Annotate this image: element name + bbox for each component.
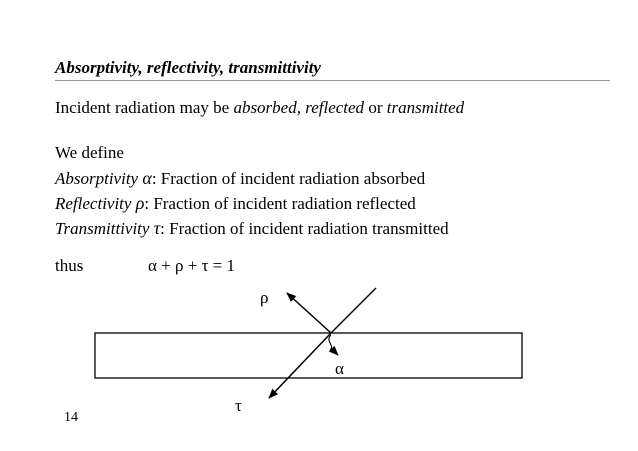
intro-prefix: Incident radiation may be (55, 98, 234, 117)
tau-label: τ (235, 396, 242, 415)
thus-label: thus (55, 256, 84, 275)
reflected-ray (287, 293, 331, 333)
tau-symbol: τ (153, 218, 161, 238)
page-number: 14 (64, 410, 78, 425)
definition-text: : Fraction of incident radiation reflected (144, 194, 416, 213)
intro-transmitted: transmitted (386, 98, 465, 117)
incident-ray (331, 288, 376, 333)
alpha-symbol: α (142, 168, 152, 188)
rho-symbol: ρ (135, 193, 145, 213)
definition-text: : Fraction of incident radiation absorbed (151, 169, 426, 188)
definition-text: : Fraction of incident radiation transmitted (160, 219, 449, 238)
definition-term: Absorptivity (55, 169, 143, 188)
slab-rectangle (95, 333, 522, 378)
alpha-label: α (335, 359, 344, 378)
slide-title: Absorptivity, reflectivity, transmittivity (55, 58, 321, 77)
absorbed-squiggle-arrow (329, 335, 338, 355)
rho-label: ρ (260, 288, 269, 307)
intro-reflected: reflected (305, 98, 365, 117)
intro-absorbed: absorbed, (233, 98, 301, 117)
intro-or: or (364, 98, 387, 117)
sum-equation: α + ρ + τ = 1 (148, 256, 235, 275)
definition-term: Transmittivity (55, 219, 154, 238)
transmitted-ray (269, 333, 331, 398)
define-line: We define (55, 143, 124, 162)
definition-term: Reflectivity (55, 194, 136, 213)
